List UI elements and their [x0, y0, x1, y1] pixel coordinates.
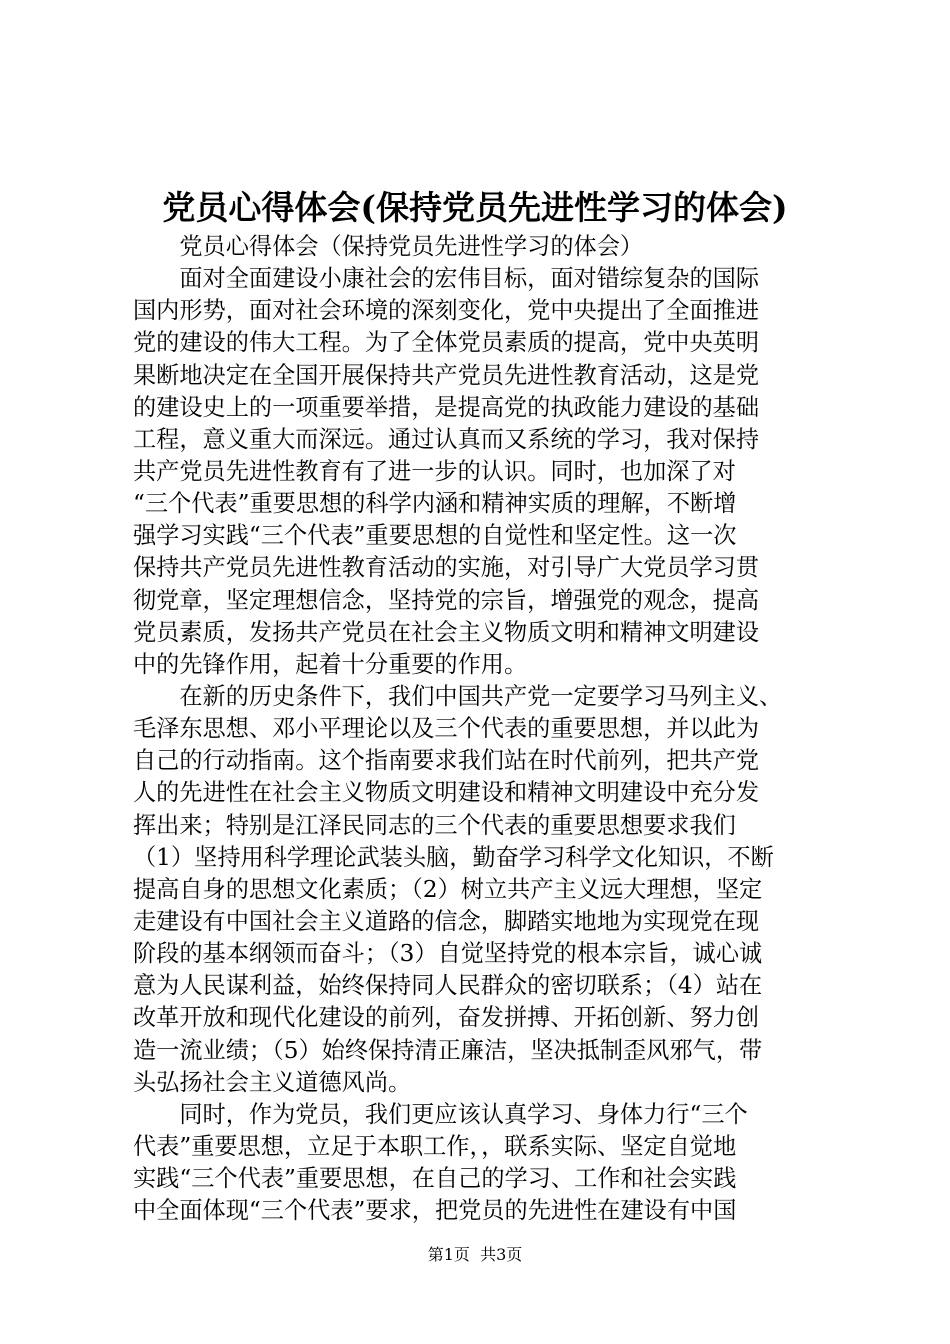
body-line: 同时，作为党员，我们更应该认真学习、身体力行“三个	[133, 1100, 748, 1128]
body-line: 毛泽东思想、邓小平理论以及三个代表的重要思想，并以此为	[133, 715, 760, 743]
body-line: （1）坚持用科学理论武装头脑，勤奋学习科学文化知识，不断	[133, 843, 774, 871]
body-line: 人的先进性在社会主义物质文明建设和精神文明建设中充分发	[133, 779, 760, 807]
document-body	[133, 231, 833, 1227]
body-line: 中全面体现“三个代表”要求，把党员的先进性在建设有中国	[133, 1197, 737, 1225]
body-line: 挥出来；特别是江泽民同志的三个代表的重要思想要求我们	[133, 811, 736, 839]
body-line: 提高自身的思想文化素质；（2）树立共产主义远大理想，坚定	[133, 875, 763, 903]
body-line: 工程，意义重大而深远。通过认真而又系统的学习，我对保持	[133, 425, 760, 453]
body-line: 代表”重要思想，立足于本职工作，，联系实际、坚定自觉地	[133, 1132, 737, 1160]
body-line: 头弘扬社会主义道德风尚。	[133, 1068, 412, 1096]
body-line: 的建设史上的一项重要举措，是提高党的执政能力建设的基础	[133, 393, 760, 421]
page-footer: 第1页 共3页	[427, 1245, 523, 1264]
body-line: 造一流业绩；（5）始终保持清正廉洁，坚决抵制歪风邪气，带	[133, 1036, 763, 1064]
body-line: 彻党章，坚定理想信念，坚持党的宗旨，增强党的观念，提高	[133, 586, 760, 614]
body-line: 中的先锋作用，起着十分重要的作用。	[133, 650, 528, 678]
body-line: 果断地决定在全国开展保持共产党员先进性教育活动，这是党	[133, 361, 760, 389]
body-line: “三个代表”重要思想的科学内涵和精神实质的理解，不断增	[133, 490, 737, 518]
body-line: 阶段的基本纲领而奋斗；（3）自觉坚持党的根本宗旨，诚心诚	[133, 940, 763, 968]
body-line: 自己的行动指南。这个指南要求我们站在时代前列，把共产党	[133, 747, 760, 775]
body-line: 国内形势，面对社会环境的深刻变化，党中央提出了全面推进	[133, 297, 760, 325]
body-line: 改革开放和现代化建设的前列，奋发拼搏、开拓创新、努力创	[133, 1004, 760, 1032]
body-line: 强学习实践“三个代表”重要思想的自觉性和坚定性。这一次	[133, 522, 737, 550]
body-line: 党员心得体会（保持党员先进性学习的体会）	[133, 233, 644, 260]
body-line: 保持共产党员先进性教育活动的实施，对引导广大党员学习贯	[133, 554, 760, 582]
body-line: 党员素质，发扬共产党员在社会主义物质文明和精神文明建设	[133, 618, 760, 646]
body-line: 走建设有中国社会主义道路的信念，脚踏实地地为实现党在现	[133, 907, 760, 935]
body-line: 意为人民谋利益，始终保持同人民群众的密切联系；（4）站在	[133, 972, 763, 1000]
body-line: 实践“三个代表”重要思想，在自己的学习、工作和社会实践	[133, 1165, 737, 1193]
body-line: 在新的历史条件下，我们中国共产党一定要学习马列主义、	[133, 682, 783, 710]
document-title: 党员心得体会(保持党员先进性学习的体会)	[162, 188, 788, 227]
body-line: 共产党员先进性教育有了进一步的认识。同时，也加深了对	[133, 457, 736, 485]
body-line: 面对全面建设小康社会的宏伟目标，面对错综复杂的国际	[133, 265, 760, 293]
body-line: 党的建设的伟大工程。为了全体党员素质的提高，党中央英明	[133, 329, 760, 357]
